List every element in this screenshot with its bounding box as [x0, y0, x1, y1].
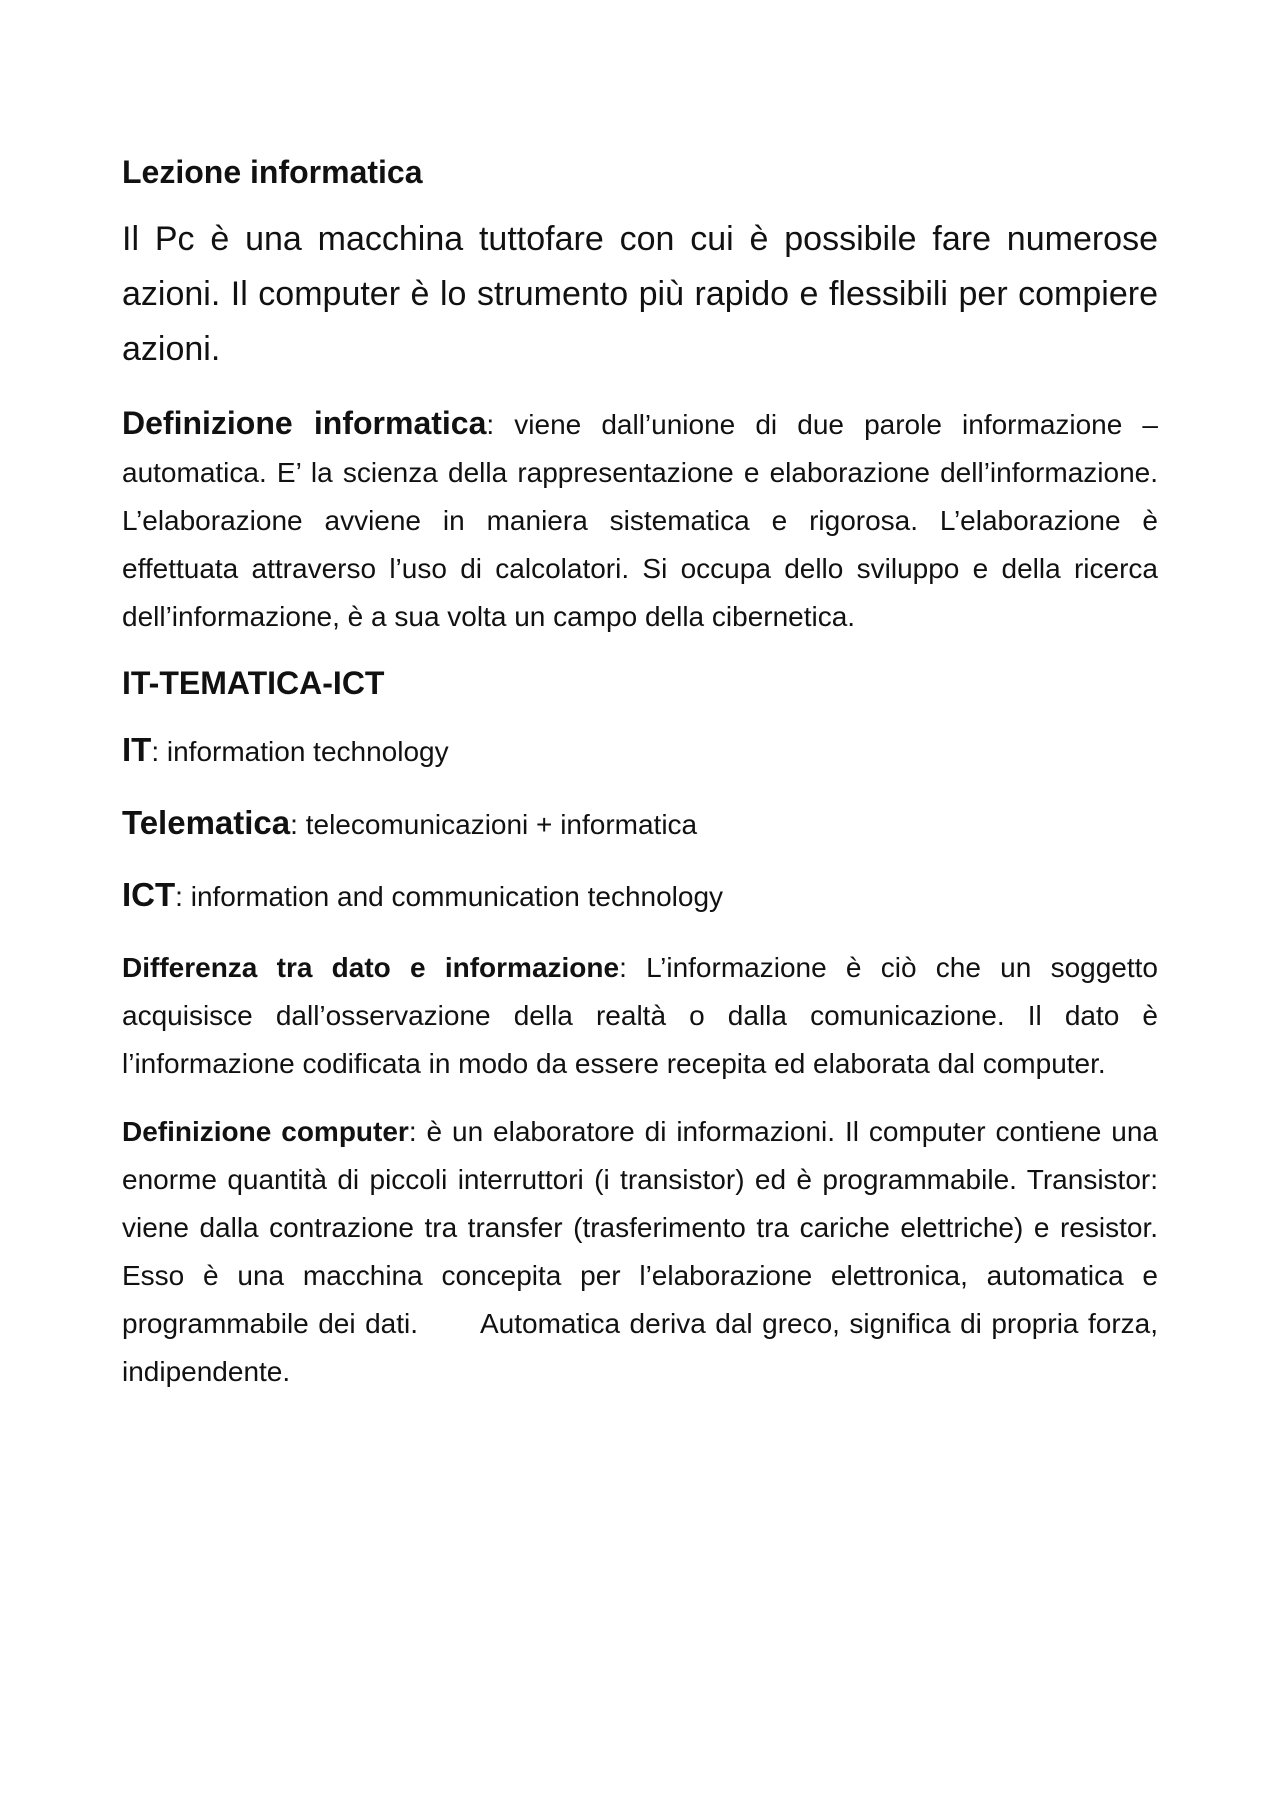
definizione-computer-text-2: Automatica deriva dal greco, significa di propria forza, indipendente. — [122, 1307, 1159, 1387]
section-title: IT-TEMATICA-ICT — [122, 664, 385, 701]
term-key: IT — [122, 731, 152, 769]
intro-paragraph: Il Pc è una macchina tuttofare con cui è possibile fare numerose azioni. Il computer è lo strumento più rapido e flessibili per compiere azioni. — [122, 219, 1158, 368]
term-key: Telematica — [122, 803, 291, 841]
term-text: : information technology — [151, 736, 449, 768]
definizione-computer-text: : è un elaboratore di informazioni. Il computer contiene una enorme quantità di piccoli interruttori (i transistor) ed è programmabile. Transistor: viene dalla contrazione tra transfer (trasferimento tra cariche elettriche) e resistor. Esso è una macchina concepita per l’elaborazione elettronica, automatica e programmabile dei dati. — [122, 1115, 1158, 1339]
document-page — [122, 152, 1158, 1416]
definizione-informatica-text: : viene dall’unione di due parole informazione – automatica. E’ la scienza della rappresentazione e elaborazione dell’informazione. L’elaborazione avviene in maniera sistematica e rigorosa. L’elaborazione è effettuata attraverso l’uso di calcolatori. Si occupa dello sviluppo e della ricerca dell’informazione, è a sua volta un campo della cibernetica. — [122, 408, 1159, 632]
term-text: : telecomunicazioni + informatica — [290, 808, 698, 840]
term-text: : information and communication technology — [175, 880, 724, 912]
document-title: Lezione informatica — [122, 154, 423, 190]
term-key: ICT — [122, 875, 176, 913]
term-ict — [122, 872, 1158, 918]
definizione-informatica-paragraph — [122, 399, 1158, 641]
differenza-text: : L’informazione è ciò che un soggetto acquisisce dall’osservazione della realtà o dalla comunicazione. Il dato è l’informazione codificata in modo da essere recepita ed elaborata dal computer. — [122, 951, 1158, 1079]
differenza-paragraph — [122, 944, 1158, 1088]
definizione-computer-paragraph — [122, 1108, 1158, 1396]
term-it — [122, 727, 1158, 773]
definizione-computer-label: Definizione computer — [122, 1115, 409, 1147]
definizione-informatica-label: Definizione informatica — [122, 404, 487, 441]
term-telematica — [122, 800, 1158, 846]
differenza-label: Differenza tra dato e informazione — [122, 951, 620, 983]
